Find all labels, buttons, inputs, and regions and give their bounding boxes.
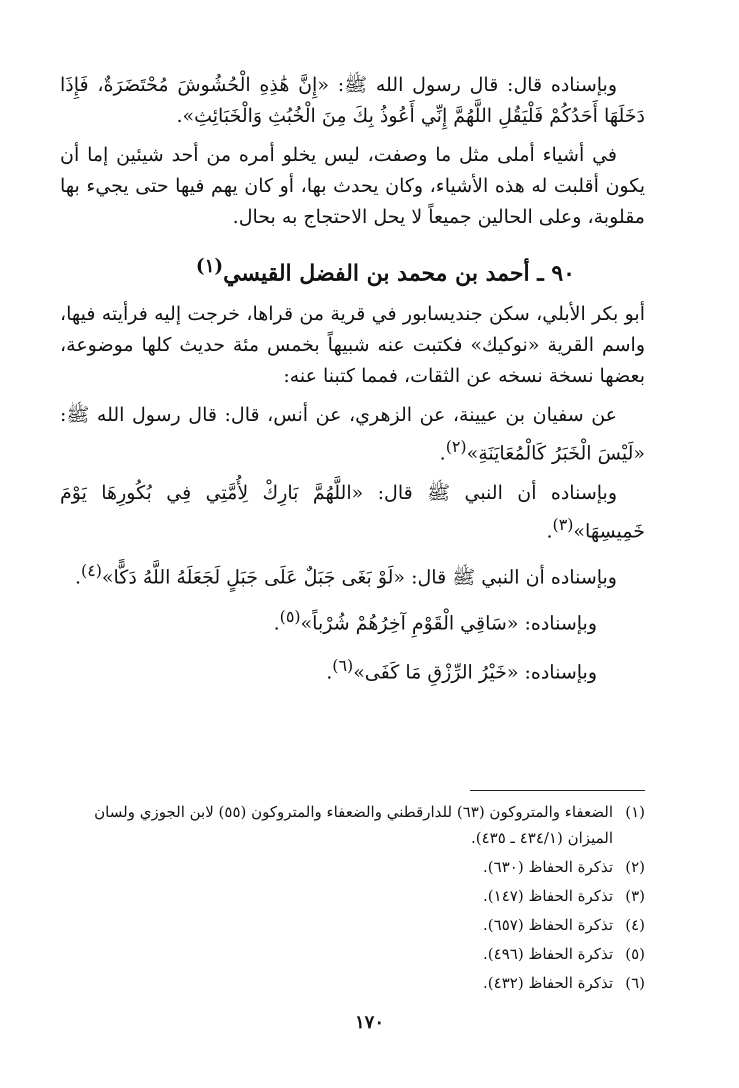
paragraph-4: عن سفيان بن عيينة، عن الزهري، عن أنس، قال: قال رسول الله ﷺ: «لَيْسَ الْخَبَرُ كَالْمُعَايَنَةِ»$^{(٢)}$. [60,404,645,465]
paragraph-8: وبإسناده: «خَيْرُ الرِّزْقِ مَا كَفَى»$^{(٦)}$. [326,655,597,683]
footnotes [60,790,645,999]
paragraph-5-text: وبإسناده أن النبي ﷺ قال: «اللَّهُمَّ بَارِكْ لِأُمَّتِي فِي بُكُورِهَا يَوْمَ خَمِيسِهَا» [60,481,645,542]
footnote-item [60,970,645,996]
paragraph-6-text: وبإسناده أن النبي ﷺ قال: «لَوْ بَغَى جَبَلٌ عَلَى جَبَلٍ لَجَعَلَهُ اللَّهُ دَكًّا» [101,566,617,589]
footnote-text: تذكرة الحفاظ (٤٣٢). [483,974,613,992]
footnote-number: (٣) [625,887,645,905]
footnote-item [60,799,645,851]
footnote-text: الضعفاء والمتروكون (٦٣) للدارقطني والضعفاء والمتروكون (٥٥) لابن الجوزي ولسان الميزان (٤٣٤/١ ـ ٤٣٥). [94,803,613,847]
footnote-item [60,941,645,967]
paragraph-7: وبإسناده: «سَاقِي الْقَوْمِ آخِرُهُمْ شُرْباً»$^{(٥)}$. [273,607,597,635]
footnote-text: تذكرة الحفاظ (١٤٧). [483,887,613,905]
paragraph-1: وبإسناده قال: قال رسول الله ﷺ: «إِنَّ هَٰذِهِ الْحُشُوشَ مُحْتَضَرَةٌ، فَإِذَا دَخَلَهَا أَحَدُكُمْ فَلْيَقُلِ اللَّهُمَّ إِنِّي أَعُوذُ بِكَ مِنَ الْخُبُثِ وَالْخَبَائِثِ». [60,74,645,127]
footnote-ref-6: (٦) [332,655,354,675]
footnote-text: تذكرة الحفاظ (٦٣٠). [483,858,613,876]
footnote-ref-4: (٤) [81,560,102,580]
footnote-ref-2: (٢) [445,437,467,457]
main-text [60,70,645,698]
footnote-text: تذكرة الحفاظ (٦٥٧). [483,916,613,934]
paragraph-2: في أشياء أملى مثل ما وصفت، ليس يخلو أمره من أحد شيئين إما أن يكون أقلبت له هذه الأشياء، وكان يحدث بها، أو كان يهم فيها حتى يجيء بها مقلوبة، وعلى الحالين جميعاً لا يحل الاحتجاج به بحال. [60,144,645,228]
footnote-number: (١) [625,803,645,821]
footnote-number: (٦) [625,974,645,992]
entry-heading [60,249,645,291]
entry-heading-text: ٩٠ ـ أحمد بن محمد بن الفضل القيسي [223,260,575,287]
footnote-number: (٤) [625,916,645,934]
footnote-item [60,912,645,938]
page-number: ١٧٠ [354,1012,384,1033]
footnote-divider [470,790,645,791]
paragraph-4-text: عن سفيان بن عيينة، عن الزهري، عن أنس، قال: قال رسول الله ﷺ: «لَيْسَ الْخَبَرُ كَالْمُعَايَنَةِ» [60,404,645,465]
footnote-number: (٥) [625,945,645,963]
paragraph-7-text: وبإسناده: «سَاقِي الْقَوْمِ آخِرُهُمْ شُرْباً» [300,612,597,635]
paragraph-3: أبو بكر الأبلي، سكن جنديسابور في قرية من قراها، خرجت إليه فرأيته فيها، واسم القرية «نوكيك» فكتبت عنه شبيهاً بخمس مئة حديث كلها موضوعة، بعضها نسخة نسخه عن الثقات، فمما كتبنا عنه: [60,303,645,388]
footnote-ref-5: (٥) [279,607,301,627]
paragraph-8-text: وبإسناده: «خَيْرُ الرِّزْقِ مَا كَفَى» [353,660,597,683]
heading-footnote-ref: (١) [195,256,224,277]
footnote-number: (٢) [625,858,645,876]
footnote-item [60,854,645,880]
footnote-ref-3: (٣) [552,514,574,534]
footnote-text: تذكرة الحفاظ (٤٩٦). [483,945,613,963]
footnote-item [60,883,645,909]
paragraph-5: وبإسناده أن النبي ﷺ قال: «اللَّهُمَّ بَارِكْ لِأُمَّتِي فِي بُكُورِهَا يَوْمَ خَمِيسِهَا»$^{(٣)}$. [60,481,645,542]
paragraph-6: وبإسناده أن النبي ﷺ قال: «لَوْ بَغَى جَبَلٌ عَلَى جَبَلٍ لَجَعَلَهُ اللَّهُ دَكًّا»$^{(٤)}$. [74,560,617,589]
